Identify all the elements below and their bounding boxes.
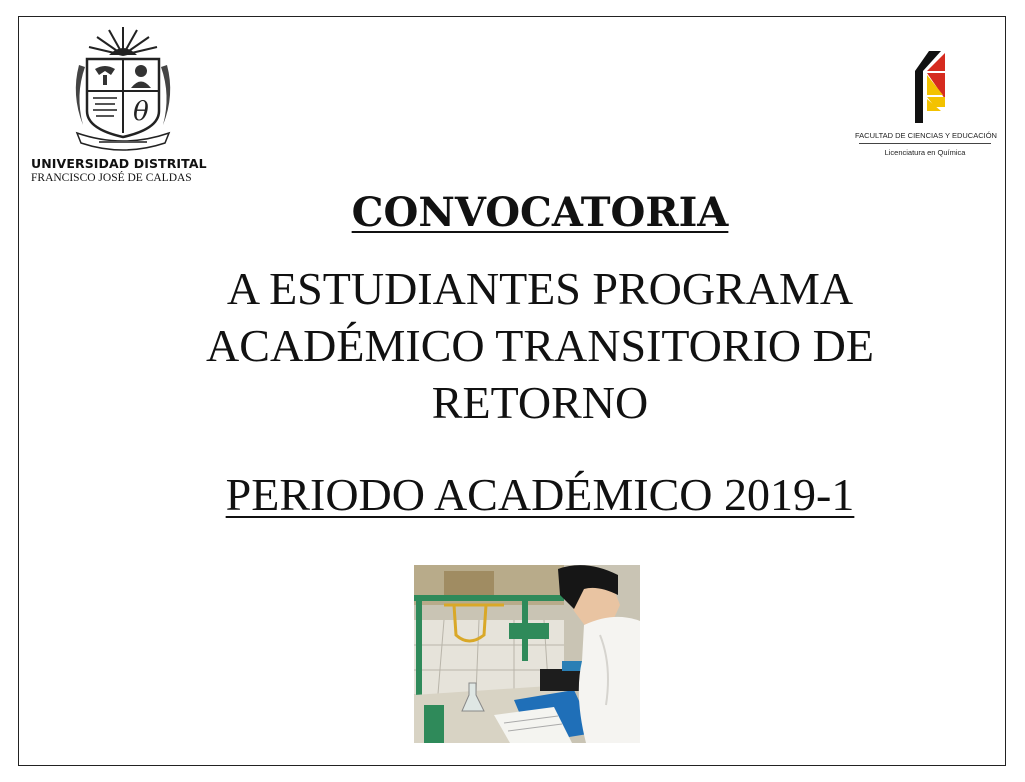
body-line: A ESTUDIANTES PROGRAMA: [226, 263, 854, 314]
university-subname: FRANCISCO JOSÉ DE CALDAS: [31, 172, 192, 184]
faculty-divider: [859, 143, 991, 144]
lab-photo: [414, 565, 640, 743]
academic-period: PERIODO ACADÉMICO 2019-1: [225, 469, 855, 520]
university-seal-icon: [69, 25, 177, 153]
body-line: ACADÉMICO TRANSITORIO DE: [206, 320, 874, 371]
faculty-emblem-icon: [901, 49, 951, 125]
university-name: UNIVERSIDAD DISTRITAL: [31, 156, 207, 171]
announcement-body: [19, 260, 1025, 431]
faculty-program: Licenciatura en Química: [884, 148, 966, 157]
faculty-name: FACULTAD DE CIENCIAS Y EDUCACIÓN: [855, 131, 997, 140]
faculty-logo: [855, 47, 995, 167]
page-title: CONVOCATORIA: [351, 189, 729, 236]
slide-frame: [18, 16, 1006, 766]
svg-text:θ: θ: [133, 97, 149, 127]
body-line: RETORNO: [431, 377, 649, 428]
